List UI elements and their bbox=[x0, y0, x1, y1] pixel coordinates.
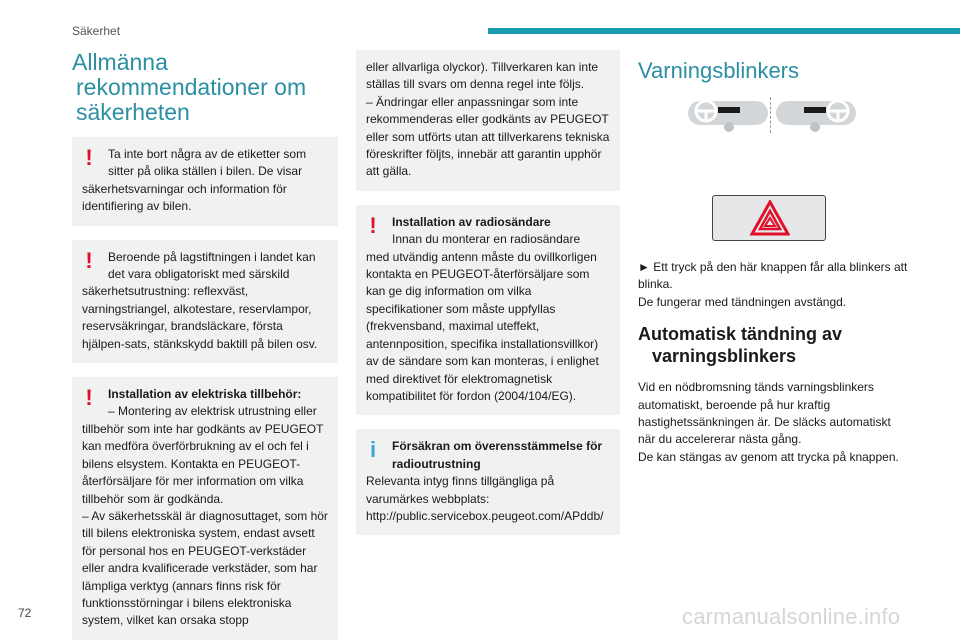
exclamation-icon: ! bbox=[85, 145, 93, 170]
section-label: Säkerhet bbox=[72, 24, 121, 38]
watermark: carmanualsonline.info bbox=[682, 604, 901, 629]
divider bbox=[770, 97, 771, 133]
warning-box-electrical-accessories: ! Installation av elektriska tillbehör: – Montering av elektrisk utrustning eller tillbehör som inte har godkänts av PEUGEOT kan medföra överförbrukning av el och fel i bilens elsystem. Kontakta en PEUGEOT-återförsäljare för mer information om vilka tillbehör som är godkända. – Av säkerhetsskäl är diagnosuttaget, som hör till bilens elektroniska system, endast avsett för personal hos en PEUGEOT-verkstäder eller andra kvalificerade verkstäder, som har lämpliga verktyg (annars finns risk för funktionsstörningar i bilens elektroniska system, vilket kan orsaka stopp bbox=[72, 377, 338, 640]
hazard-triangle-icon bbox=[750, 200, 790, 238]
hazard-button bbox=[712, 195, 826, 241]
exclamation-icon: ! bbox=[85, 385, 93, 411]
warning-box-equipment: ! Beroende på lagstiftningen i landet kan det vara obligatoriskt med särskild säkerhetsutrustning: reflexväst, varningstriangel, alkotestare, reservlampor, reservsäkringar, brandsläckare, första hjälpen-sats, stänkskydd baktill på bilen osv. bbox=[72, 240, 338, 363]
auto-hazard-description: Vid en nödbromsning tänds varningsblinkers automatiskt, beroende på hur kraftig hastighetssänkningen är. De släcks automatiskt när du accelererar nästa gång. De kan stängas av genom att trycka på knappen. bbox=[638, 380, 899, 464]
hazard-description: ► Ett tryck på den här knappen får alla blinkers att blinka. De fungerar med tändningen avstängd. bbox=[638, 260, 908, 309]
info-box-declaration-conformity: i Försäkran om överensstämmelse för radioutrustning Relevanta intyg finns tillgängliga på varumärkes webbplats: http://public.servicebox.peugeot.com/APddb/ bbox=[356, 429, 620, 535]
warning-box-labels: ! Ta inte bort några av de etiketter som sitter på olika ställen i bilen. De visar säkerhetsvarningar och information för identifiering av bilen. bbox=[72, 137, 338, 226]
section-title-general-safety: Allmänna rekommendationer om säkerheten bbox=[72, 49, 307, 125]
header-accent-bar bbox=[488, 28, 960, 34]
page-number: 72 bbox=[18, 606, 32, 620]
steering-wheel-icon bbox=[776, 97, 856, 133]
column-3 bbox=[638, 50, 908, 478]
column-2 bbox=[356, 50, 620, 549]
subsection-title-auto-hazard: Automatisk tändning av varningsblinkers bbox=[638, 324, 843, 367]
section-title-hazard-lights: Varningsblinkers bbox=[638, 58, 800, 83]
hazard-illustration bbox=[638, 97, 908, 209]
info-icon: i bbox=[369, 437, 377, 463]
column-1 bbox=[72, 50, 338, 640]
warning-box-radio-transmitters: ! Installation av radiosändare Innan du monterar en radiosändare med utvändig antenn måste du ovillkorligen kontakta en PEUGEOT-återförsäljare som kan ge dig information om vilka specifikationer som måste uppfyllas (frekvensband, maximal uteffekt, antennposition, specifika installationsvillkor) av de sändare som kan monteras, i enlighet med direktivet för elektromagnetisk kompatibilitet för fordon (2004/104/EG). bbox=[356, 205, 620, 415]
steering-wheel-icon bbox=[688, 97, 768, 133]
warning-box-continued: eller allvarliga olyckor). Tillverkaren kan inte ställas till svars om denna regel inte följs. – Ändringar eller anpassningar som inte rekommenderas eller godkänts av PEUGEOT eller som utförts utan att tillverkarens tekniska föreskrifter följts, innebär att garantin upphör att gälla. bbox=[356, 50, 620, 191]
exclamation-icon: ! bbox=[369, 212, 377, 238]
exclamation-icon: ! bbox=[85, 247, 93, 273]
